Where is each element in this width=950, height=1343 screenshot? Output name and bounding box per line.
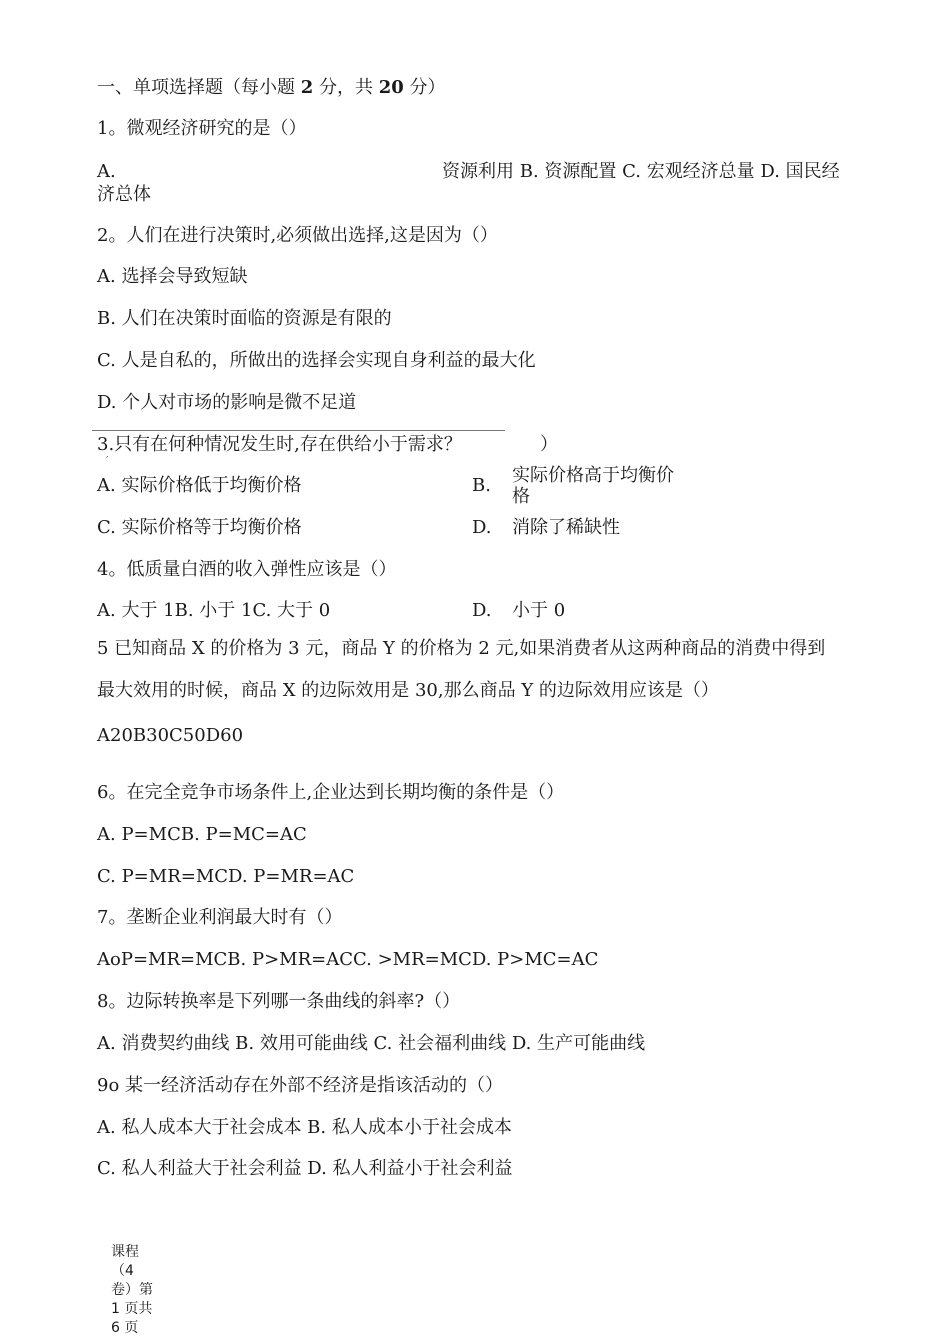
question-8-stem: 8。边际转换率是下列哪一条曲线的斜率?（）	[97, 991, 461, 1012]
question-5-line2: 最大效用的时候，商品 X 的边际效用是 30,那么商品 Y 的边际效用应该是（）	[97, 680, 719, 701]
question-3-stem: 3.只有在何种情况发生时,存在供给小于需求？	[97, 434, 462, 455]
section-title-part: 分）	[409, 77, 446, 98]
question-3-option-d: 消除了稀缺性	[512, 517, 620, 538]
page-footer	[111, 1243, 161, 1338]
question-4-options-abc: A. 大于 1B. 小于 1C. 大于 0	[97, 600, 331, 621]
section-title-points: 2	[300, 77, 314, 98]
question-1-options: 资源利用 B. 资源配置 C. 宏观经济总量 D. 国民经	[442, 161, 840, 182]
question-1-stem: 1。微观经济研究的是（）	[97, 118, 307, 139]
question-5-line1: 5 已知商品 X 的价格为 3 元，商品 Y 的价格为 2 元,如果消费者从这两种商品的消费中得到	[97, 638, 826, 659]
footer-line: （4	[111, 1263, 134, 1279]
question-7-options: AoP=MR=MCB. P>MR=ACC. >MR=MCD. P>MC=AC	[97, 949, 599, 970]
question-3-option-a: A. 实际价格低于均衡价格	[97, 475, 302, 496]
question-2-option-a: A. 选择会导致短缺	[97, 266, 248, 287]
question-2-stem: 2。人们在进行决策时,必须做出选择,这是因为（）	[97, 225, 498, 246]
footer-line: 课程	[111, 1244, 139, 1260]
section-title-part: 一、单项选择题（每小题	[97, 77, 295, 98]
question-3-tick-mark: ′	[106, 454, 109, 467]
footer-line: 卷）第	[111, 1282, 153, 1298]
question-6-stem: 6。在完全竞争市场条件上,企业达到长期均衡的条件是（）	[97, 782, 565, 803]
question-9-stem: 9o 某一经济活动存在外部不经济是指该活动的（）	[97, 1075, 504, 1096]
section-title-part: 分，共	[319, 77, 373, 98]
question-2-option-d: D. 个人对市场的影响是微不足道	[97, 392, 357, 413]
question-7-stem: 7。垄断企业利润最大时有（）	[97, 907, 343, 928]
question-3-option-d-label: D.	[472, 517, 492, 538]
divider-line	[92, 430, 505, 431]
footer-line: 1 页共	[111, 1301, 153, 1317]
question-4-stem: 4。低质量白酒的收入弹性应该是（）	[97, 559, 397, 580]
question-8-options: A. 消费契约曲线 B. 效用可能曲线 C. 社会福利曲线 D. 生产可能曲线	[97, 1033, 646, 1054]
question-3-paren: ）	[540, 434, 558, 455]
question-9-options-cd: C. 私人利益大于社会利益 D. 私人利益小于社会利益	[97, 1158, 513, 1179]
question-1-options-cont: 济总体	[97, 184, 151, 205]
question-9-options-ab: A. 私人成本大于社会成本 B. 私人成本小于社会成本	[97, 1117, 512, 1138]
question-2-option-c: C. 人是自私的，所做出的选择会实现自身利益的最大化	[97, 350, 536, 371]
question-1-option-a-label: A.	[97, 161, 116, 182]
question-6-options-cd: C. P=MR=MCD. P=MR=AC	[97, 866, 355, 887]
question-3-option-b-label: B.	[472, 475, 491, 496]
question-4-option-d: 小于 0	[512, 600, 566, 621]
section-title-total: 20	[378, 77, 404, 98]
question-4-option-d-label: D.	[472, 600, 492, 621]
section-title	[97, 77, 446, 99]
question-6-options-ab: A. P=MCB. P=MC=AC	[97, 824, 307, 845]
question-3-option-c: C. 实际价格等于均衡价格	[97, 517, 302, 538]
question-5-options: A20B30C50D60	[97, 725, 244, 746]
footer-line: 6 页	[111, 1320, 139, 1336]
question-3-option-b-line1: 实际价格高于均衡价	[512, 465, 674, 486]
question-2-option-b: B. 人们在决策时面临的资源是有限的	[97, 308, 392, 329]
question-3-option-b-line2: 格	[512, 486, 530, 507]
